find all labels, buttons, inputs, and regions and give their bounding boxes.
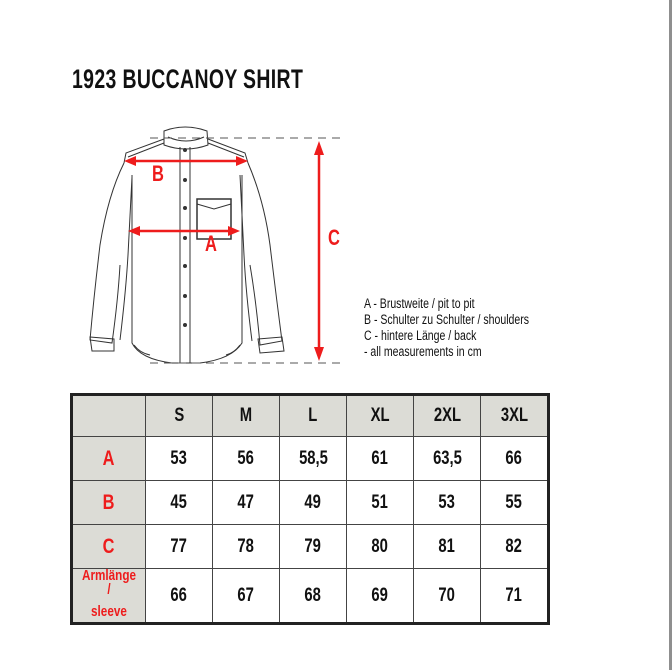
table-cell: 82	[481, 525, 549, 569]
table-cell: 66	[481, 437, 549, 481]
table-cell: 45	[146, 481, 213, 525]
table-cell: 49	[280, 481, 347, 525]
label-c: C	[327, 225, 340, 250]
table-row	[72, 569, 549, 624]
table-cell: 69	[347, 569, 414, 624]
table-cell: 56	[213, 437, 280, 481]
table-row	[72, 437, 549, 481]
table-cell: 53	[414, 481, 481, 525]
header-size: M	[213, 395, 280, 437]
table-cell: 70	[414, 569, 481, 624]
table-cell: 47	[213, 481, 280, 525]
legend-b: B - Schulter zu Schulter / shoulders	[364, 312, 530, 327]
table-cell: 67	[213, 569, 280, 624]
header-size: 2XL	[414, 395, 481, 437]
legend-a: A - Brustweite / pit to pit	[364, 296, 475, 311]
header-corner	[72, 395, 146, 437]
row-label: Armlänge / sleeve	[72, 569, 146, 624]
table-row	[72, 525, 549, 569]
table-cell: 78	[213, 525, 280, 569]
table-cell: 79	[280, 525, 347, 569]
header-size: L	[280, 395, 347, 437]
table-cell: 55	[481, 481, 549, 525]
size-table	[70, 393, 550, 625]
table-cell: 77	[146, 525, 213, 569]
legend-c: C - hintere Länge / back	[364, 328, 477, 343]
table-cell: 63,5	[414, 437, 481, 481]
row-label: A	[72, 437, 146, 481]
table-cell: 66	[146, 569, 213, 624]
table-cell: 58,5	[280, 437, 347, 481]
table-cell: 61	[347, 437, 414, 481]
table-header-row	[72, 395, 549, 437]
label-a: A	[204, 231, 217, 256]
table-cell: 53	[146, 437, 213, 481]
table-cell: 71	[481, 569, 549, 624]
table-cell: 81	[414, 525, 481, 569]
header-size: 3XL	[481, 395, 549, 437]
shirt-diagram	[60, 115, 360, 375]
header-size: S	[146, 395, 213, 437]
table-row	[72, 481, 549, 525]
label-b: B	[151, 161, 164, 186]
row-label: C	[72, 525, 146, 569]
page-title: 1923 BUCCANOY SHIRT	[72, 64, 304, 94]
row-label: B	[72, 481, 146, 525]
legend-note: - all measurements in cm	[364, 344, 482, 359]
header-size: XL	[347, 395, 414, 437]
table-cell: 68	[280, 569, 347, 624]
table-cell: 80	[347, 525, 414, 569]
table-cell: 51	[347, 481, 414, 525]
measurement-legend	[364, 296, 529, 360]
